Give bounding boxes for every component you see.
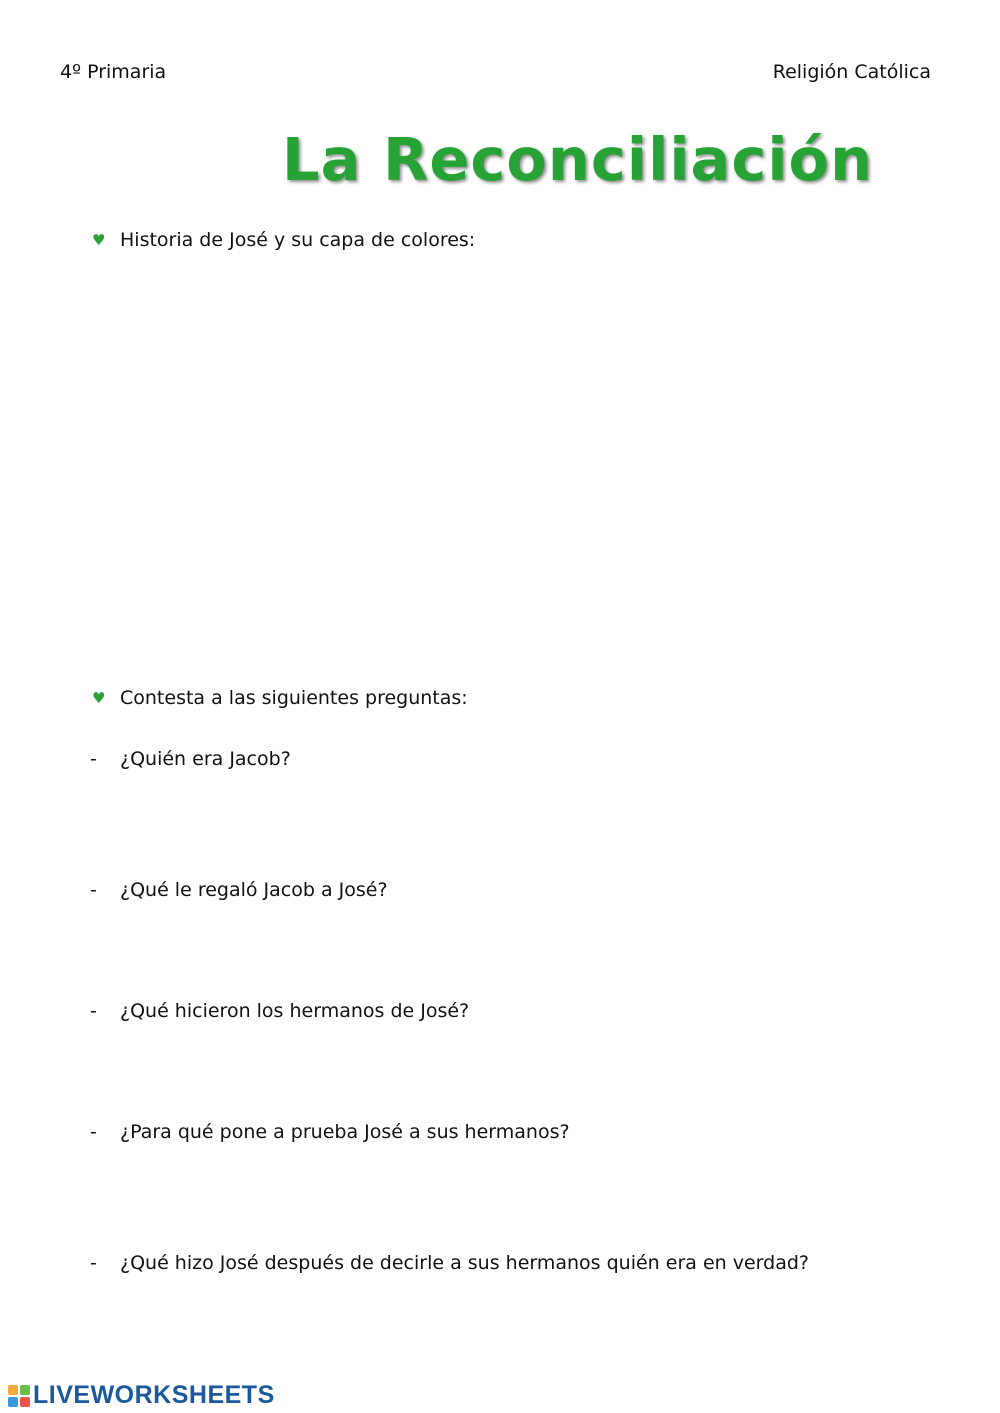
dash-marker: - [90,879,97,901]
question-text: ¿Quién era Jacob? [120,748,291,770]
section-story-label: Historia de José y su capa de colores: [120,229,476,251]
question-item [90,1121,570,1143]
heart-icon: ♥ [92,231,106,249]
page-title: La Reconciliación [282,125,874,194]
question-item [90,748,291,770]
subject-label: Religión Católica [772,61,931,83]
dash-marker: - [90,1000,97,1022]
question-text: ¿Qué hizo José después de decirle a sus hermanos quién era en verdad? [120,1252,809,1274]
dash-marker: - [90,1121,97,1143]
logo-text: LIVEWORKSHEETS [33,1381,275,1409]
logo-blocks-icon [8,1385,30,1407]
section-questions [92,687,468,709]
question-text: ¿Qué hicieron los hermanos de José? [120,1000,470,1022]
question-text: ¿Para qué pone a prueba José a sus hermanos? [120,1121,570,1143]
question-item [90,1252,809,1274]
question-item [90,879,388,901]
heart-icon: ♥ [92,689,106,707]
liveworksheets-logo[interactable] [8,1381,275,1410]
section-story [92,229,475,251]
question-text: ¿Qué le regaló Jacob a José? [120,879,388,901]
question-item [90,1000,469,1022]
dash-marker: - [90,1252,97,1274]
grade-label: 4º Primaria [60,61,167,83]
section-questions-label: Contesta a las siguientes preguntas: [120,687,468,709]
dash-marker: - [90,748,97,770]
